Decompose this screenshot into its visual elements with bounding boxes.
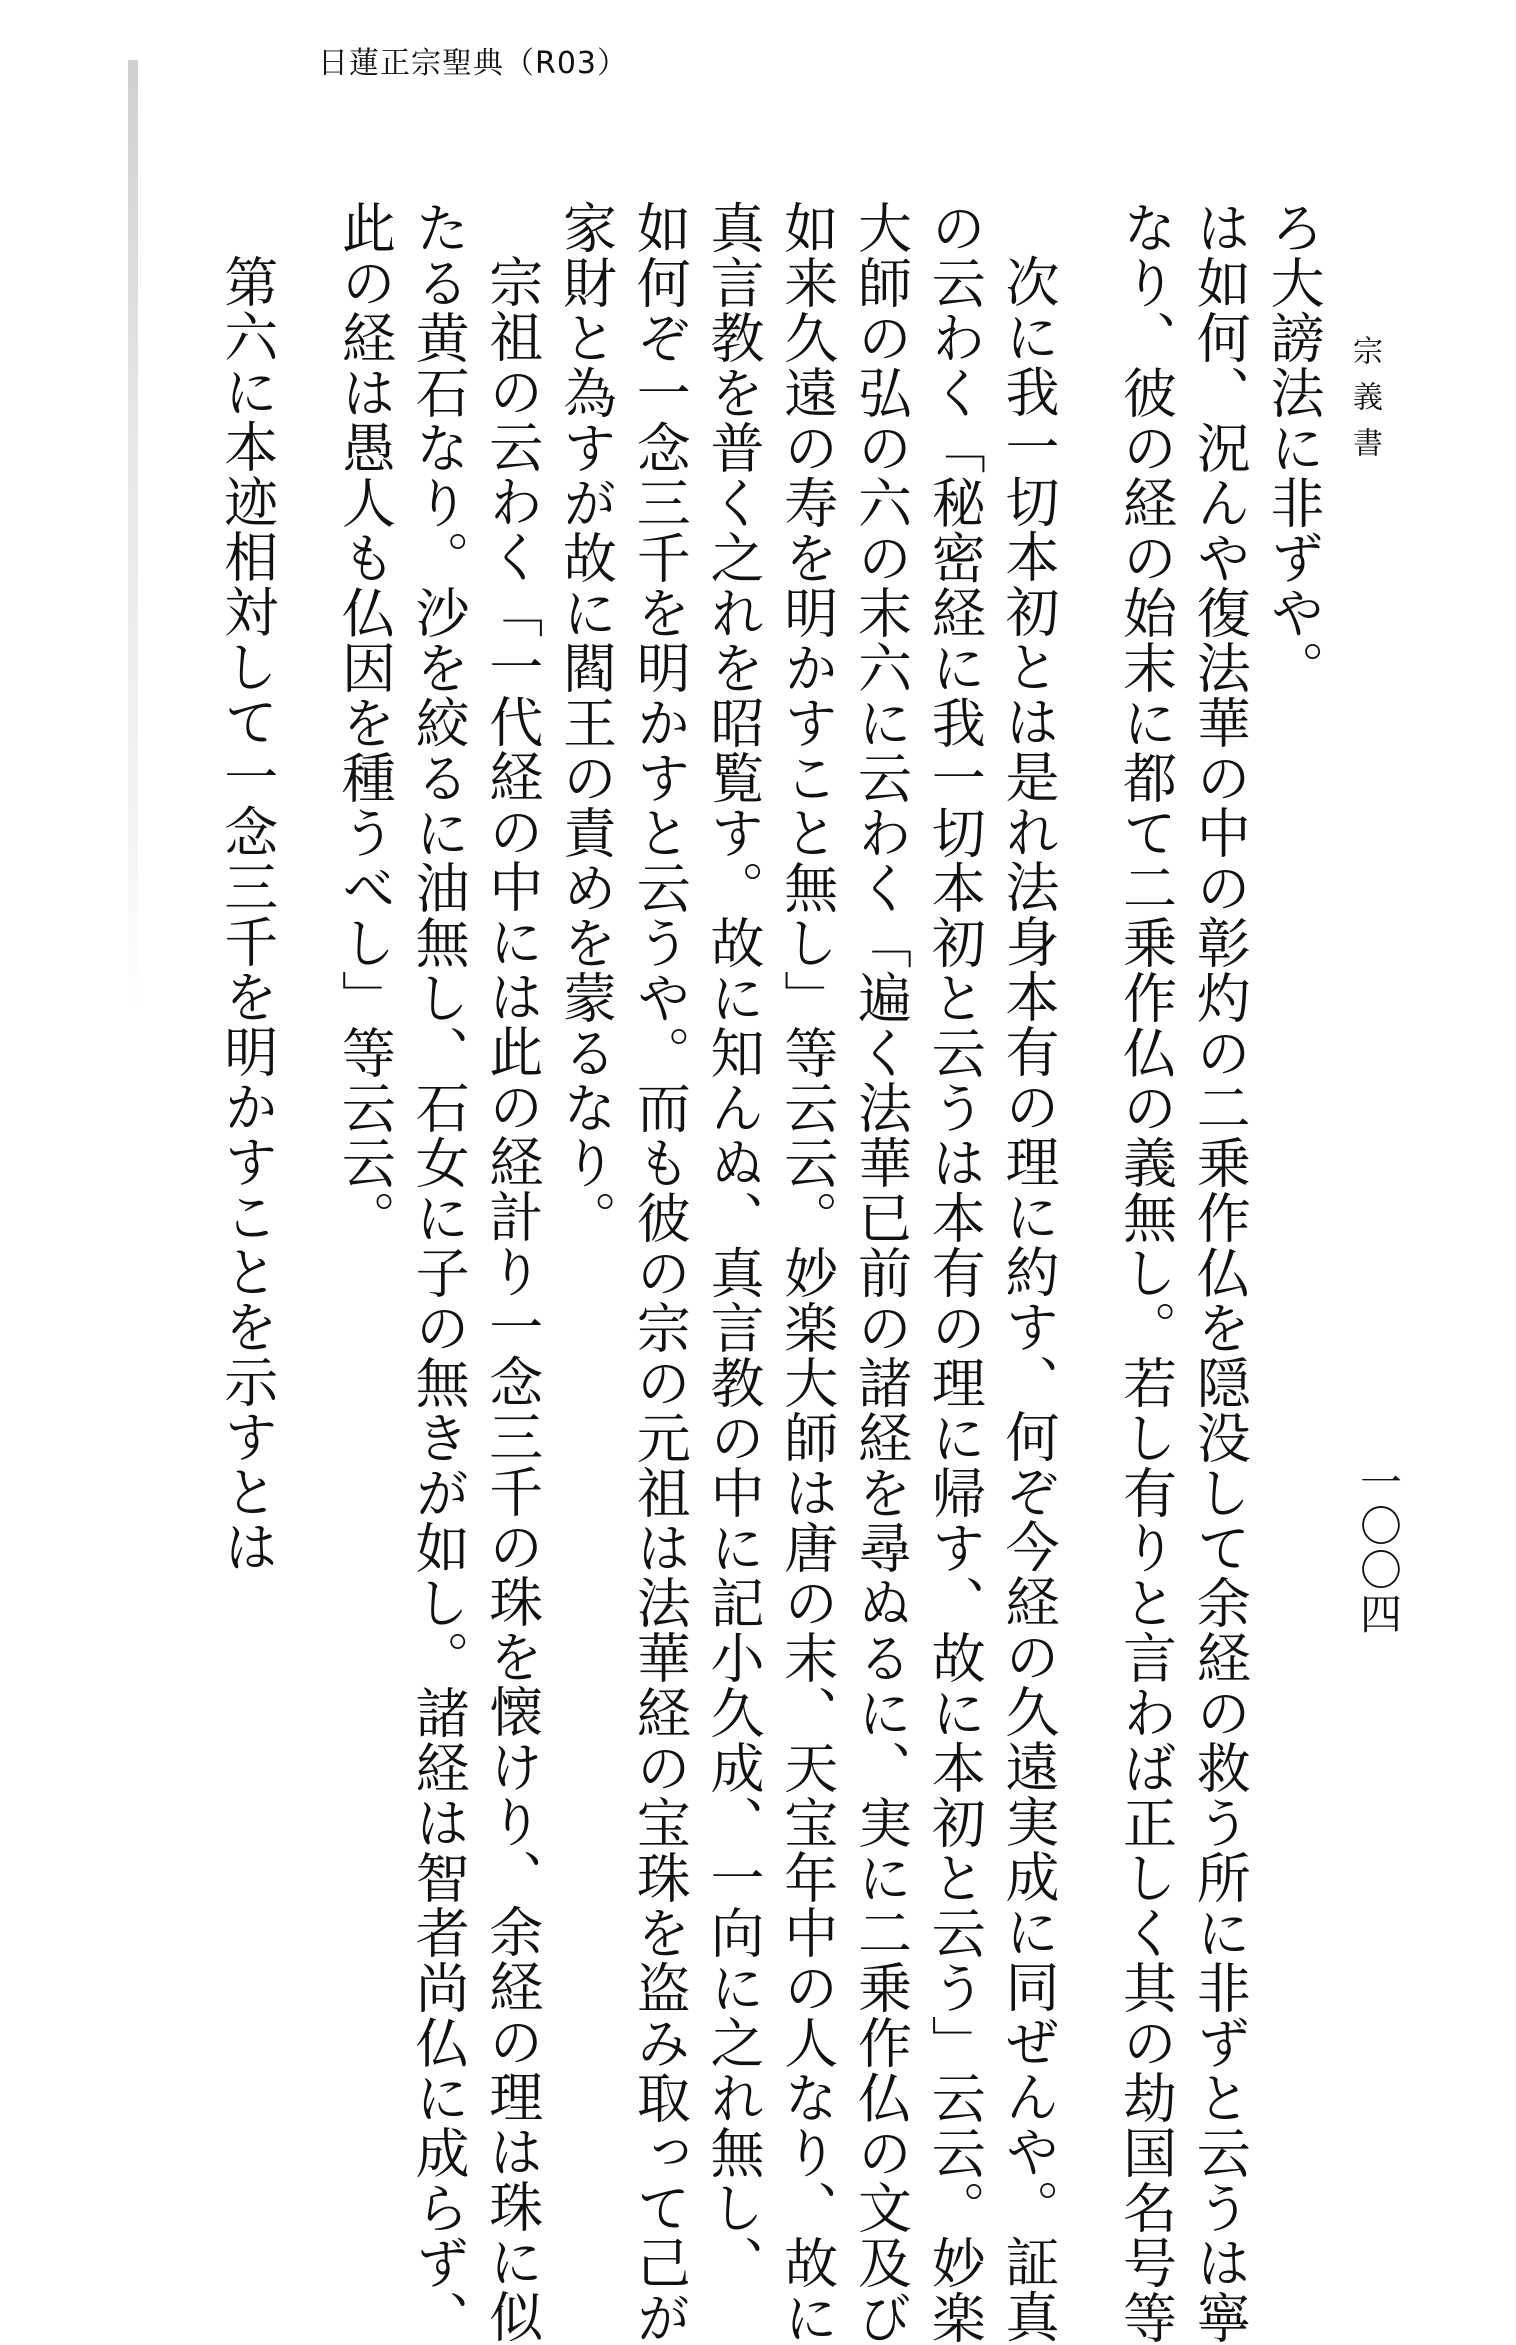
section-gap: [284, 200, 318, 1960]
page-number: 一〇〇四: [1354, 1460, 1403, 1636]
text-column: 宗祖の云わく「一代経の中には此の経計り一念三千の珠を懐けり、余経の理は珠に似: [480, 254, 544, 2344]
paragraph-gap: [1065, 200, 1099, 1960]
text-column: なり、彼の経の始末に都て二乗作仏の義無し。若し有りと言わば正しく其の劫国名号等: [1114, 200, 1178, 2345]
text-column: 此の経は愚人も仏因を種うべし」等云云。: [333, 200, 397, 1245]
scan-shadow-strip: [128, 60, 138, 1010]
text-column: 次に我一切本初とは是れ法身本有の理に約す、何ぞ今経の久遠実成に同ぜんや。証真: [996, 254, 1060, 2344]
text-column: ろ大謗法に非ずや。: [1262, 200, 1325, 695]
text-column: 如来久遠の寿を明かすこと無し」等云云。妙楽大師は唐の末、天宝年中の人なり、故に: [775, 200, 839, 2345]
text-column: は如何、況んや復法華の中の彰灼の二乗作仏を隠没して余経の救う所に非ずと云うは寧: [1188, 200, 1252, 2345]
vertical-text-body: [200, 200, 1325, 2345]
text-column: 如何ぞ一念三千を明かすと云うや。而も彼の宗の元祖は法華経の宝珠を盗み取って己が: [628, 200, 692, 2345]
text-column: 大師の弘の六の末六に云わく「遍く法華已前の諸経を尋ぬるに、実に二乗作仏の文及び: [849, 200, 913, 2345]
text-column: 真言教を普く之れを昭覧す。故に知んぬ、真言教の中に記小久成、一向に之れ無し、: [702, 200, 765, 2290]
book-title-header: 日蓮正宗聖典（R03）: [318, 46, 629, 81]
text-column: の云わく「秘密経に我一切本初と云うは本有の理に帰す、故に本初と云う」云云。妙楽: [923, 200, 987, 2345]
running-title: 宗義書: [1347, 335, 1382, 473]
text-column: たる黄石なり。沙を絞るに油無し、石女に子の無きが如し。諸経は智者尚仏に成らず、: [407, 200, 471, 2345]
text-column: 家財と為すが故に閻王の責めを蒙るなり。: [554, 200, 618, 1245]
section-heading: 第六に本迹相対して一念三千を明かすことを示すとは: [215, 254, 279, 1574]
